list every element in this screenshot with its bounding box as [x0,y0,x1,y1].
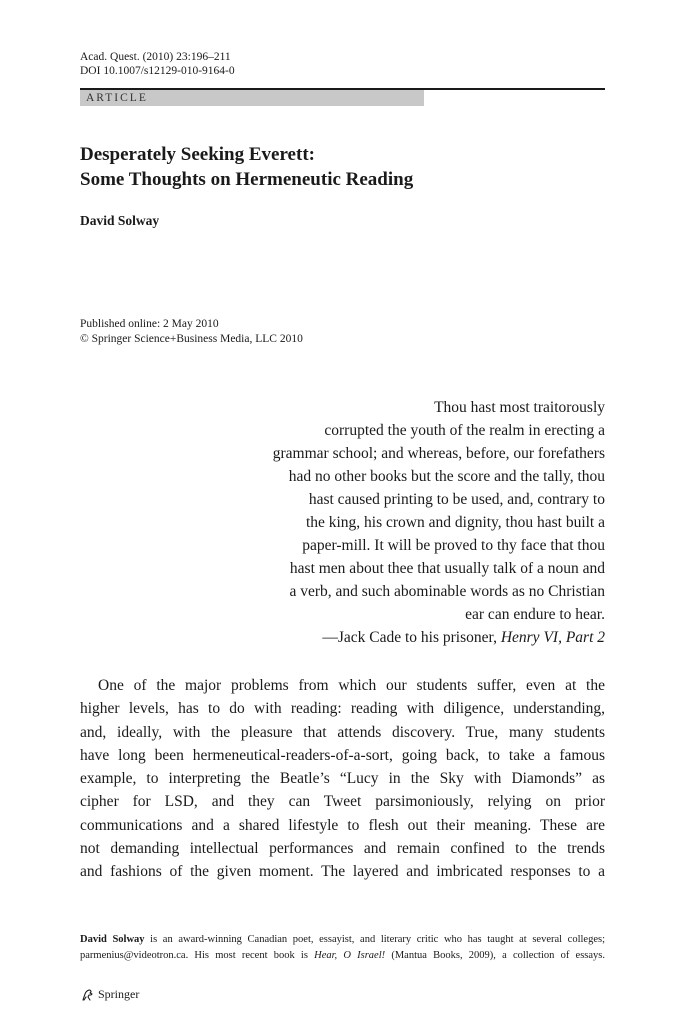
body-line: One of the major problems from which our students suffer, even at the [98,677,605,694]
journal-citation: Acad. Quest. (2010) 23:196–211 [80,51,231,63]
footnote-author: David Solway [80,934,145,945]
epigraph-line: had no other books but the score and the tally, thou [288,468,605,485]
epigraph-line: the king, his crown and dignity, thou hast built a [305,514,605,531]
footnote-bio: is an award-winning Canadian poet, essayist, and literary critic who has taught at several colleges; [144,934,605,945]
copyright-line: © Springer Science+Business Media, LLC 2010 [80,333,303,345]
footnote-line-2 [80,948,605,964]
footnote-book-info: (Mantua Books, 2009), a collection of essays. [385,950,605,961]
epigraph-line: ear can endure to hear. [465,606,605,623]
springer-horse-icon [80,988,94,1002]
publication-info [80,317,303,347]
body-line: and, ideally, with the pleasure that attends discovery. True, many students [80,723,605,741]
body-line: have long been hermeneutical-readers-of-a-sort, going back, to take a famous [80,746,605,764]
body-line: and fashions of the given moment. The layered and imbricated responses to a [80,863,605,881]
body-line: cipher for LSD, and they can Tweet parsimoniously, relying on prior [80,793,605,811]
title-line-2: Some Thoughts on Hermeneutic Reading [80,169,414,190]
epigraph-line: hast men about thee that usually talk of a noun and [289,560,605,577]
epigraph-line: Thou hast most traitorously [434,399,605,416]
journal-header [80,50,235,78]
epigraph-attribution [228,626,605,649]
epigraph [228,396,605,649]
epigraph-line: grammar school; and whereas, before, our forefathers [272,445,605,462]
footnote-line-1 [80,932,605,948]
attribution-work: Henry VI, Part 2 [500,629,605,646]
publisher-name: Springer [98,987,140,1001]
body-line: example, to interpreting the Beatle’s “Lucy in the Sky with Diamonds” as [80,770,605,788]
publisher-mark [80,987,139,1002]
footnote-email: parmenius@videotron.ca. His most recent book is [80,950,315,961]
body-line: higher levels, has to do with reading: reading with diligence, understanding, [80,700,605,718]
body-line: not demanding intellectual performances and remain confined to the trends [80,840,605,858]
journal-doi: DOI 10.1007/s12129-010-9164-0 [80,65,235,77]
author-name: David Solway [80,213,160,228]
epigraph-line: a verb, and such abominable words as no Christian [289,583,605,600]
body-paragraph [80,674,605,884]
attribution-text: —Jack Cade to his prisoner, [322,629,501,646]
section-label: ARTICLE [86,92,148,104]
article-title [80,142,413,192]
body-line: communications and a shared lifestyle to flesh out their meaning. These are [80,816,605,834]
title-line-1: Desperately Seeking Everett: [80,144,315,165]
epigraph-line: hast caused printing to be used, and, contrary to [308,491,605,508]
author-footnote [80,932,605,964]
epigraph-line: corrupted the youth of the realm in erecting a [324,422,605,439]
epigraph-line: paper-mill. It will be proved to thy face that thou [302,537,605,554]
footnote-book: Hear, O Israel! [314,950,386,961]
published-online: Published online: 2 May 2010 [80,318,219,330]
